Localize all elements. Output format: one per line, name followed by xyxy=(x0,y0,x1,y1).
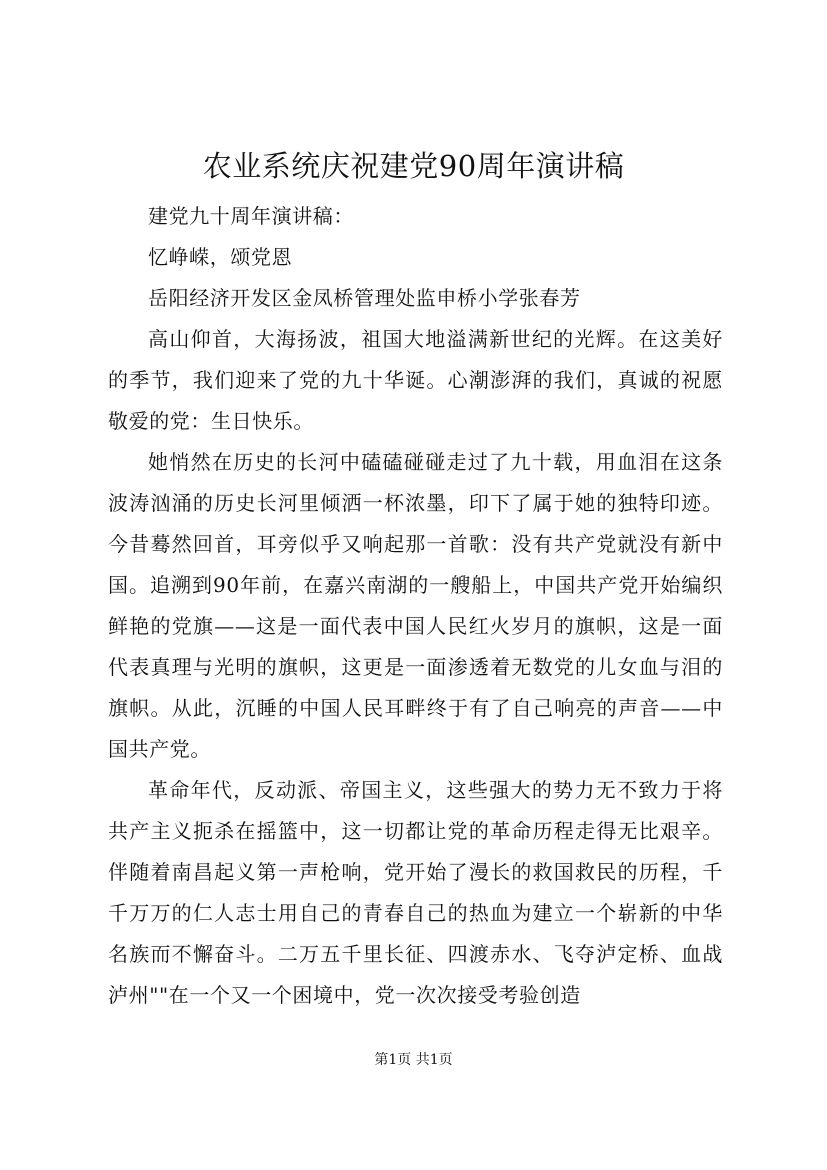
paragraph: 建党九十周年演讲稿： xyxy=(148,204,354,228)
paragraph: 革命年代，反动派、帝国主义，这些强大的势力无不致力于将共产主义扼杀在摇篮中，这一切都让党的革命历程走得无比艰辛。伴随着南昌起义第一声枪响，党开始了漫长的救国救民的历程，千千万万的仁人志士用自己的青春自己的热血为建立一个崭新的中华名族而不懈奋斗。二万五千里长征、四渡赤水、飞夺泸定桥、血战泸州""在一个又一个困境中，党一次次接受考验创造 xyxy=(108,778,723,1007)
page-footer: 第1页 共1页 xyxy=(374,1052,453,1068)
paragraph: 忆峥嵘，颂党恩 xyxy=(148,245,293,269)
document-title: 农业系统庆祝建党90周年演讲稿 xyxy=(202,149,625,183)
paragraph: 岳阳经济开发区金凤桥管理处监申桥小学张春芳 xyxy=(148,286,581,310)
document-body xyxy=(108,196,723,1016)
paragraph: 高山仰首，大海扬波，祖国大地溢满新世纪的光辉。在这美好的季节，我们迎来了党的九十华诞。心潮澎湃的我们，真诚的祝愿敬爱的党：生日快乐。 xyxy=(108,327,723,433)
paragraph: 她悄然在历史的长河中磕磕碰碰走过了九十载，用血泪在这条波涛汹涌的历史长河里倾洒一杯浓墨，印下了属于她的独特印迹。今昔蓦然回首，耳旁似乎又响起那一首歌：没有共产党就没有新中国。追溯到90年前，在嘉兴南湖的一艘船上，中国共产党开始编织鲜艳的党旗——这是一面代表中国人民红火岁月的旗帜，这是一面代表真理与光明的旗帜，这更是一面渗透着无数党的儿女血与泪的旗帜。从此，沉睡的中国人民耳畔终于有了自己响亮的声音——中国共产党。 xyxy=(108,450,723,761)
